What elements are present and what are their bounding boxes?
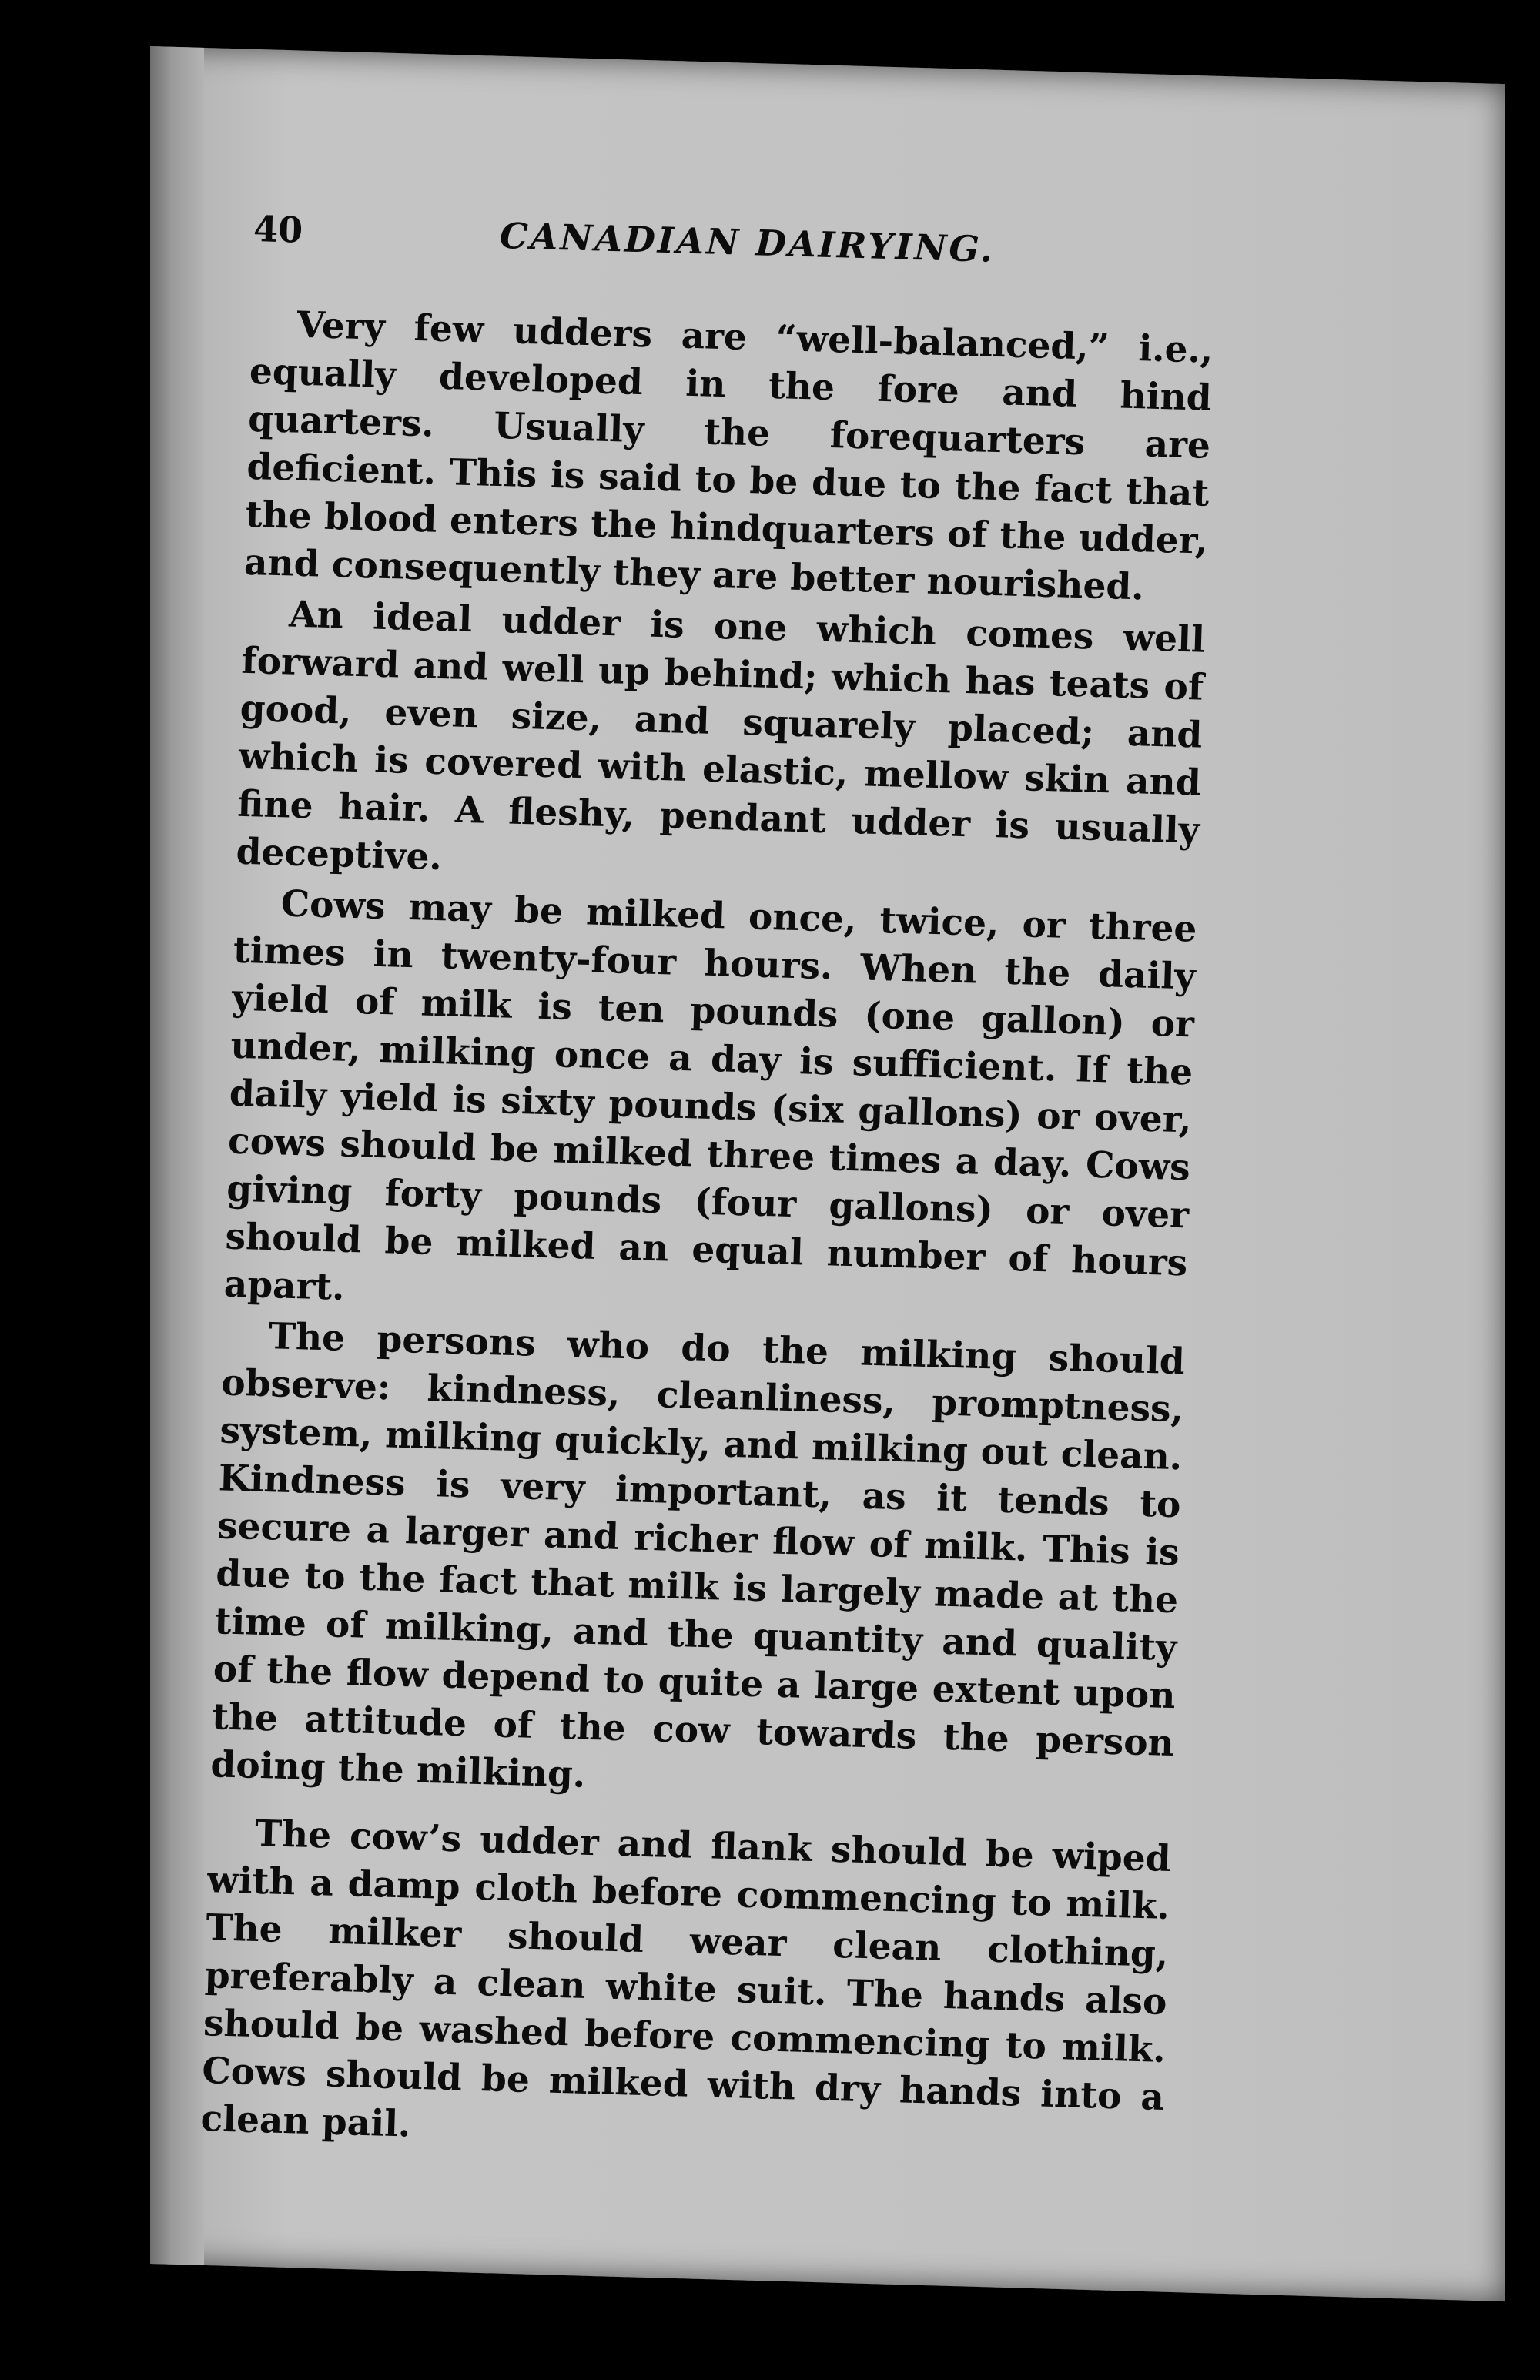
paragraph-cleanliness: The cow’s udder and flank should be wiped with a damp cloth before commencing to milk. The milker should wear clean clothing, preferably a clean white suit. The hands also should be washed before commencing to milk. Cows should be milked with dry hands into a clean pail. [199,1812,1172,2146]
page-gutter-shadow [150,46,204,2265]
page-number: 40 [253,208,303,251]
paragraph-milking-frequency: Cows may be milked once, twice, or three times in twenty-four hours. When the daily yield of milk is ten pounds (one gallon) or under, milking once a day is sufficient. If the daily yield is sixty pounds (six gallons) or over, cows should be milked three times a day. Cows giving forty pounds (four gallons) or over should be milked an equal number of hours apart. [223,882,1198,1309]
paragraph-udder-balance: Very few udders are “well-balanced,” i.e., equally developed in the fore and hind quarters. Usually the forequarters are deficient. This is said to be due to the fact that the blood enters the hindquarters of the udder, and consequently they are better nourished. [243,303,1214,609]
page-content [200,208,1217,2173]
paragraph-ideal-udder: An ideal udder is one which comes well forward and well up behind; which has teats of good, even size, and squarely placed; and which is covered with elastic, mellow skin and fine hair. A fleshy, pendant udder is usually deceptive. [235,593,1206,879]
running-head: CANADIAN DAIRYING. [499,214,996,270]
paragraph-milker-qualities: The persons who do the milking should observe: kindness, cleanliness, promptness, system, milking quickly, and milking out clean. Kindness is very important, as it tends to secure a larger and richer flow of milk. This is due to the fact that milk is largely made at the time of milking, and the quantity and quality of the flow depend to quite a large extent upon the attitude of the cow towards the person doing the milking. [209,1315,1186,1796]
